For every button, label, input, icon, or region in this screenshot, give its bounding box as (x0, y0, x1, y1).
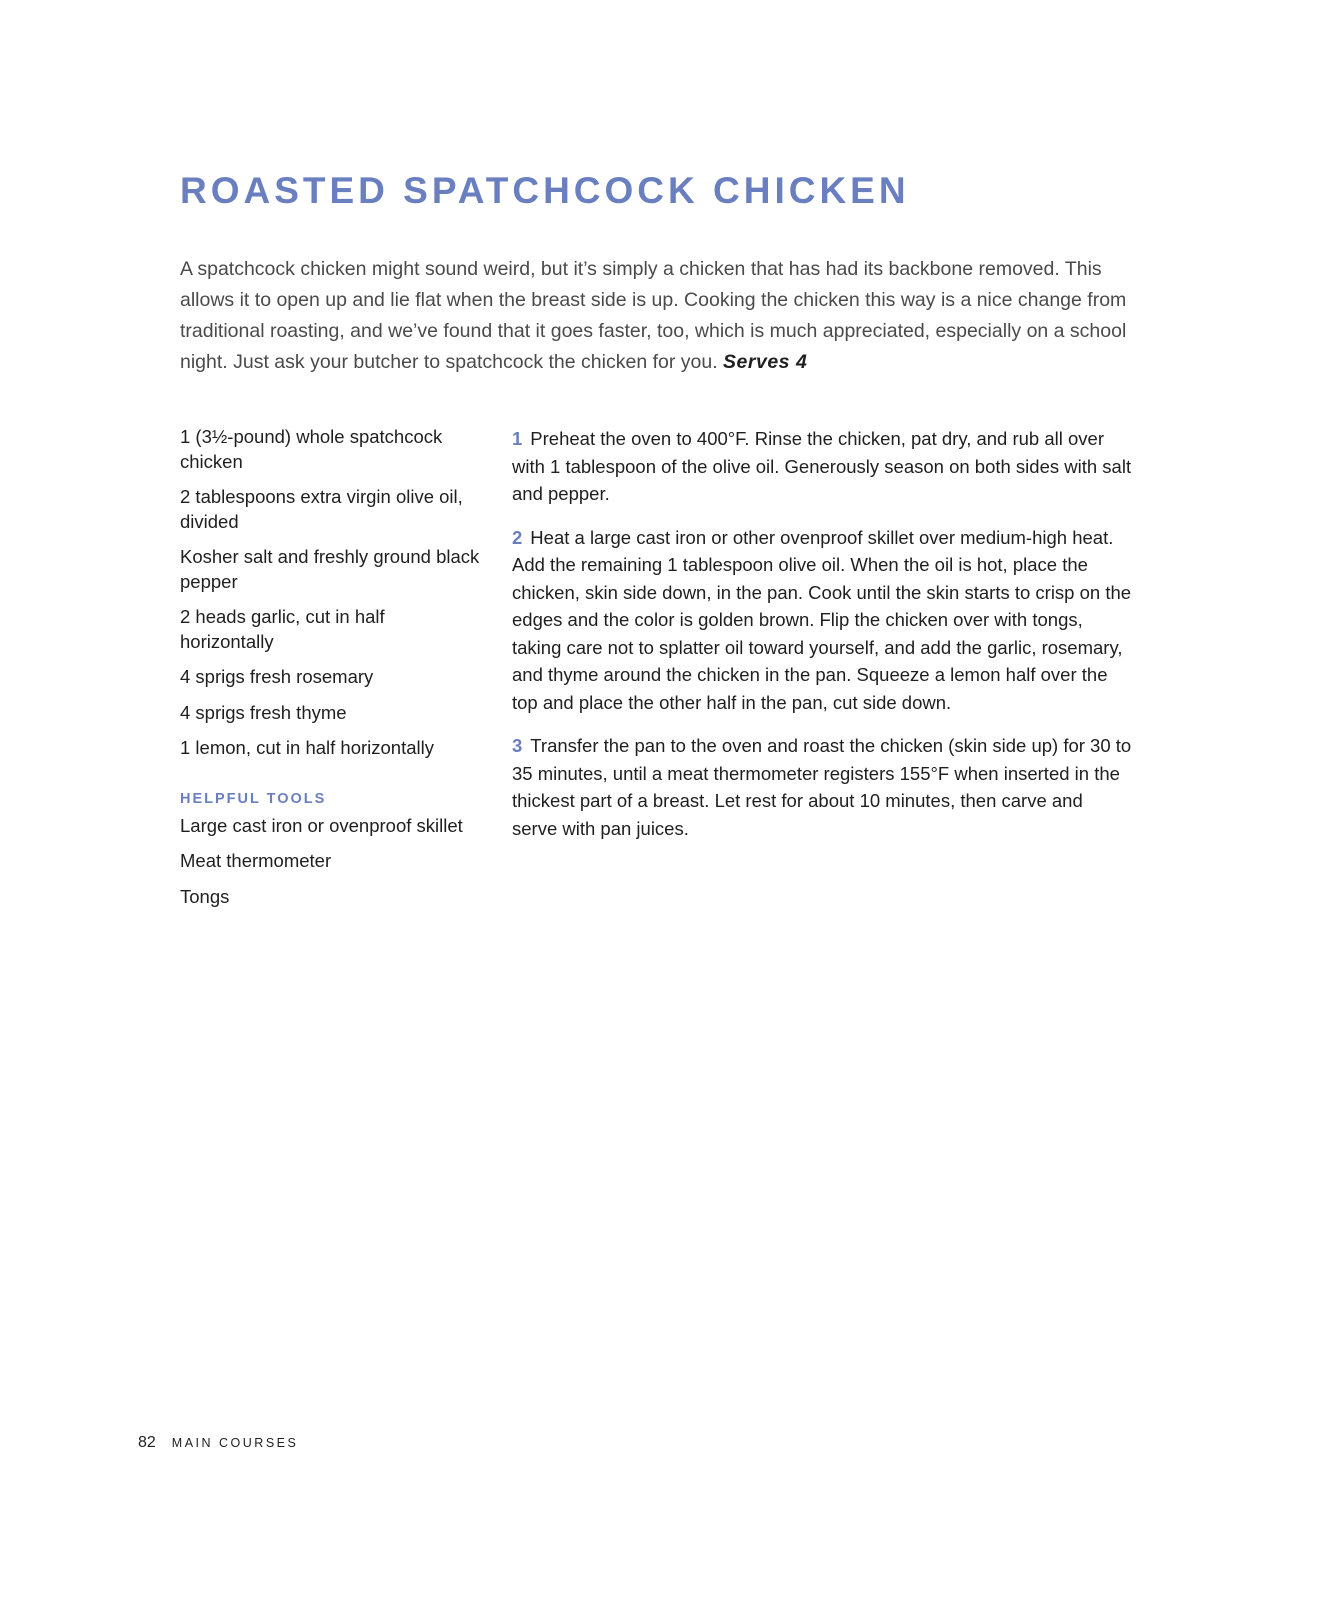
ingredients-column (180, 425, 480, 920)
serves-label: Serves 4 (723, 351, 808, 373)
ingredient-item: 1 lemon, cut in half horizontally (180, 737, 434, 758)
step-text: Heat a large cast iron or other ovenproof skillet over medium-high heat. Add the remaining 1 tablespoon olive oil. When the oil is hot, place the chicken, skin side down, in the pan. Cook until the skin starts to crisp on the edges and the color is golden brown. Flip the chicken over with tongs, taking care not to splatter oil toward yourself, and add the garlic, rosemary, and thyme around the chicken in the pan. Squeeze a lemon half over the top and place the other half in the pan, cut side down. (512, 526, 1132, 713)
method-step (512, 425, 1132, 508)
tool-item: Large cast iron or ovenproof skillet (180, 814, 463, 836)
step-text: Transfer the pan to the oven and roast the chicken (skin side up) for 30 to 35 minutes, until a meat thermometer registers 155°F when inserted in the thickest part of a breast. Let rest for about 10 minutes, then carve and serve with pan juices. (512, 735, 1132, 839)
recipe-intro (180, 254, 1135, 378)
page-footer (138, 1434, 298, 1452)
intro-text: A spatchcock chicken might sound weird, but it’s simply a chicken that has had its backbone removed. This allows it to open up and lie flat when the breast side is up. Cooking the chicken this way is a nice change from traditional roasting, and we’ve found that it goes faster, too, which is much appreciated, especially on a school night. Just ask your butcher to spatchcock the chicken for you. (180, 258, 1127, 373)
ingredient-item: Kosher salt and freshly ground black pepper (180, 546, 480, 592)
helpful-tools-heading: HELPFUL TOOLS (180, 790, 327, 807)
method-column (512, 425, 1132, 858)
recipe-title: ROASTED SPATCHCOCK CHICKEN (180, 170, 910, 211)
method-step (512, 732, 1132, 842)
tools-list (180, 814, 480, 910)
ingredient-item: 4 sprigs fresh rosemary (180, 666, 374, 687)
page-number: 82 (138, 1434, 156, 1451)
step-number: 1 (512, 428, 523, 449)
ingredient-item: 2 heads garlic, cut in half horizontally (180, 606, 385, 652)
ingredient-item: 2 tablespoons extra virgin olive oil, divided (180, 486, 463, 532)
section-name: MAIN COURSES (171, 1436, 299, 1450)
tool-item: Meat thermometer (180, 850, 332, 871)
method-step (512, 524, 1132, 717)
ingredient-item: 1 (3½-pound) whole spatchcock chicken (180, 426, 443, 472)
ingredient-list (180, 425, 480, 761)
ingredient-item: 4 sprigs fresh thyme (180, 701, 347, 723)
step-number: 3 (512, 735, 523, 756)
step-number: 2 (512, 526, 523, 548)
tool-item: Tongs (180, 885, 230, 907)
step-text: Preheat the oven to 400°F. Rinse the chicken, pat dry, and rub all over with 1 tablespoon of the olive oil. Generously season on both sides with salt and pepper. (512, 428, 1132, 504)
